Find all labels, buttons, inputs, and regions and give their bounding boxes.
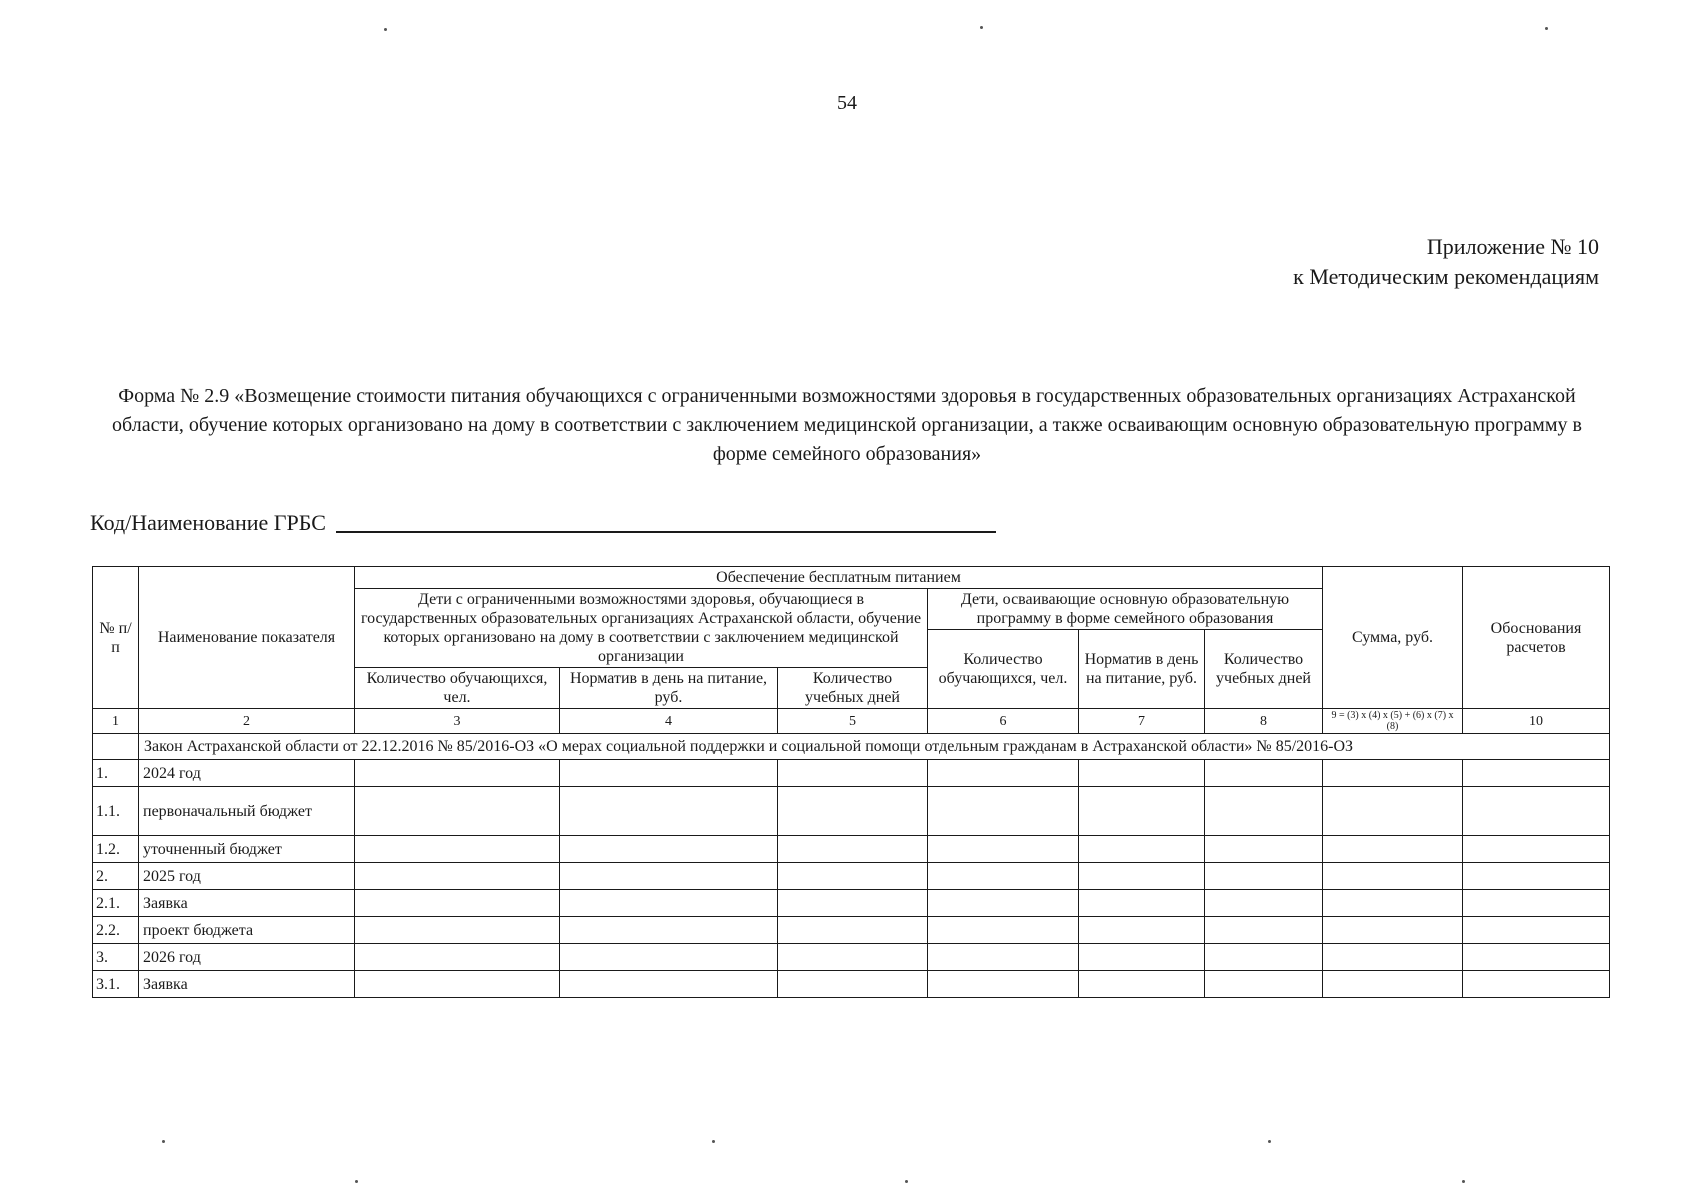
header-count-students-2: Количество обучающихся, чел. — [928, 630, 1079, 709]
scan-speck — [712, 1140, 715, 1143]
cell[interactable] — [1205, 971, 1323, 998]
header-norm-2: Норматив в день на питание, руб. — [1079, 630, 1205, 709]
cell[interactable] — [355, 760, 560, 787]
cell[interactable] — [778, 787, 928, 836]
cell[interactable] — [1079, 917, 1205, 944]
cell[interactable] — [1079, 760, 1205, 787]
row-num: 1. — [93, 760, 139, 787]
page-number: 54 — [837, 92, 857, 114]
row-num: 3.1. — [93, 971, 139, 998]
cell[interactable] — [1323, 760, 1463, 787]
form-title: Форма № 2.9 «Возмещение стоимости питания обучающихся с ограниченными возможностями здоровья в государственных образовательных организациях Астраханской области, обучение которых организовано на дому в соответствии с заключением медицинской организации, а также осваивающим основную образовательную программу в форме семейного образования» — [112, 385, 1582, 465]
cell[interactable] — [1323, 971, 1463, 998]
header-group-family: Дети, осваивающие основную образовательную программу в форме семейного образования — [928, 589, 1323, 630]
cell[interactable] — [928, 944, 1079, 971]
column-number-row — [93, 709, 1610, 734]
column-number: 1 — [93, 709, 139, 734]
cell[interactable] — [778, 917, 928, 944]
cell[interactable] — [1079, 971, 1205, 998]
cell[interactable] — [778, 863, 928, 890]
column-number-formula: 9 = (3) x (4) x (5) + (6) x (7) x (8) — [1323, 709, 1463, 734]
scan-speck — [1268, 1140, 1271, 1143]
table-row — [93, 944, 1610, 971]
section-num-cell — [93, 734, 139, 760]
row-num: 2.2. — [93, 917, 139, 944]
table-row — [93, 863, 1610, 890]
cell[interactable] — [928, 836, 1079, 863]
header-norm-1: Норматив в день на питание, руб. — [560, 668, 778, 709]
scan-speck — [980, 26, 983, 29]
header-basis: Обоснования расчетов — [1463, 567, 1610, 709]
cell[interactable] — [1463, 971, 1610, 998]
row-num: 1.2. — [93, 836, 139, 863]
header-num: № п/п — [93, 567, 139, 709]
row-name: Заявка — [139, 971, 355, 998]
header-count-students-1: Количество обучающихся, чел. — [355, 668, 560, 709]
appendix-line-2: к Методическим рекомендациям — [1293, 264, 1599, 289]
cell[interactable] — [928, 971, 1079, 998]
cell[interactable] — [778, 836, 928, 863]
cell[interactable] — [1463, 917, 1610, 944]
cell[interactable] — [928, 760, 1079, 787]
cell[interactable] — [1463, 890, 1610, 917]
cell[interactable] — [560, 863, 778, 890]
cell[interactable] — [355, 944, 560, 971]
row-name: проект бюджета — [139, 917, 355, 944]
appendix-label — [1293, 232, 1599, 292]
cell[interactable] — [560, 890, 778, 917]
row-name: уточненный бюджет — [139, 836, 355, 863]
row-name: 2024 год — [139, 760, 355, 787]
cell[interactable] — [560, 787, 778, 836]
table-row — [93, 836, 1610, 863]
scan-speck — [355, 1180, 358, 1183]
grbs-blank-line — [336, 530, 996, 533]
scan-speck — [1545, 27, 1548, 30]
cell[interactable] — [1079, 944, 1205, 971]
cell[interactable] — [560, 917, 778, 944]
cell[interactable] — [1205, 944, 1323, 971]
column-number: 8 — [1205, 709, 1323, 734]
header-days-2: Количество учебных дней — [1205, 630, 1323, 709]
cell[interactable] — [928, 890, 1079, 917]
cell[interactable] — [1205, 917, 1323, 944]
row-num: 2. — [93, 863, 139, 890]
column-number: 4 — [560, 709, 778, 734]
cell[interactable] — [355, 890, 560, 917]
header-group-disabled: Дети с ограниченными возможностями здоровья, обучающиеся в государственных образовательных организациях Астраханской области, обучение которых организовано на дому в соответствии с заключением медицинской организации — [355, 589, 928, 668]
column-number: 3 — [355, 709, 560, 734]
cell[interactable] — [1079, 787, 1205, 836]
cell[interactable] — [1205, 890, 1323, 917]
scan-speck — [905, 1180, 908, 1183]
header-days-1: Количество учебных дней — [778, 668, 928, 709]
cell[interactable] — [1323, 917, 1463, 944]
cell[interactable] — [1205, 760, 1323, 787]
cell[interactable] — [1205, 787, 1323, 836]
scan-speck — [384, 28, 387, 31]
cell[interactable] — [1323, 863, 1463, 890]
column-number: 7 — [1079, 709, 1205, 734]
column-number: 6 — [928, 709, 1079, 734]
row-name: 2026 год — [139, 944, 355, 971]
row-num: 3. — [93, 944, 139, 971]
row-name: Заявка — [139, 890, 355, 917]
cell[interactable] — [355, 836, 560, 863]
header-free-food: Обеспечение бесплатным питанием — [355, 567, 1323, 589]
cell[interactable] — [1205, 863, 1323, 890]
column-number: 10 — [1463, 709, 1610, 734]
table-row — [93, 787, 1610, 836]
cell[interactable] — [355, 971, 560, 998]
table-row — [93, 917, 1610, 944]
cell[interactable] — [1079, 890, 1205, 917]
cell[interactable] — [928, 863, 1079, 890]
column-number: 5 — [778, 709, 928, 734]
cell[interactable] — [1079, 836, 1205, 863]
cell[interactable] — [778, 971, 928, 998]
header-sum: Сумма, руб. — [1323, 567, 1463, 709]
cell[interactable] — [1323, 944, 1463, 971]
cell[interactable] — [560, 971, 778, 998]
cell[interactable] — [1323, 890, 1463, 917]
cell[interactable] — [1079, 863, 1205, 890]
grbs-field — [90, 510, 996, 536]
cell[interactable] — [355, 787, 560, 836]
cell[interactable] — [1463, 787, 1610, 836]
section-title: Закон Астраханской области от 22.12.2016 № 85/2016-ОЗ «О мерах социальной поддержки и социальной помощи отдельным гражданам в Астраханской области» № 85/2016-ОЗ — [139, 734, 1610, 760]
cell[interactable] — [778, 890, 928, 917]
row-num: 1.1. — [93, 787, 139, 836]
cell[interactable] — [560, 836, 778, 863]
calculation-table — [92, 566, 1610, 998]
cell[interactable] — [1205, 836, 1323, 863]
column-number: 2 — [139, 709, 355, 734]
section-row — [93, 734, 1610, 760]
row-num: 2.1. — [93, 890, 139, 917]
cell[interactable] — [778, 944, 928, 971]
grbs-label: Код/Наименование ГРБС — [90, 510, 326, 535]
appendix-line-1: Приложение № 10 — [1426, 234, 1599, 259]
cell[interactable] — [560, 760, 778, 787]
scan-speck — [1462, 1180, 1465, 1183]
cell[interactable] — [1323, 836, 1463, 863]
cell[interactable] — [1463, 836, 1610, 863]
cell[interactable] — [355, 863, 560, 890]
cell[interactable] — [928, 787, 1079, 836]
header-name: Наименование показателя — [139, 567, 355, 709]
cell[interactable] — [1463, 944, 1610, 971]
table-row — [93, 890, 1610, 917]
cell[interactable] — [928, 917, 1079, 944]
scan-speck — [162, 1140, 165, 1143]
table-row — [93, 971, 1610, 998]
cell[interactable] — [778, 760, 928, 787]
row-name: 2025 год — [139, 863, 355, 890]
cell[interactable] — [1463, 863, 1610, 890]
table-row — [93, 760, 1610, 787]
cell[interactable] — [1463, 760, 1610, 787]
row-name: первоначальный бюджет — [139, 787, 355, 836]
cell[interactable] — [560, 944, 778, 971]
cell[interactable] — [355, 917, 560, 944]
cell[interactable] — [1323, 787, 1463, 836]
